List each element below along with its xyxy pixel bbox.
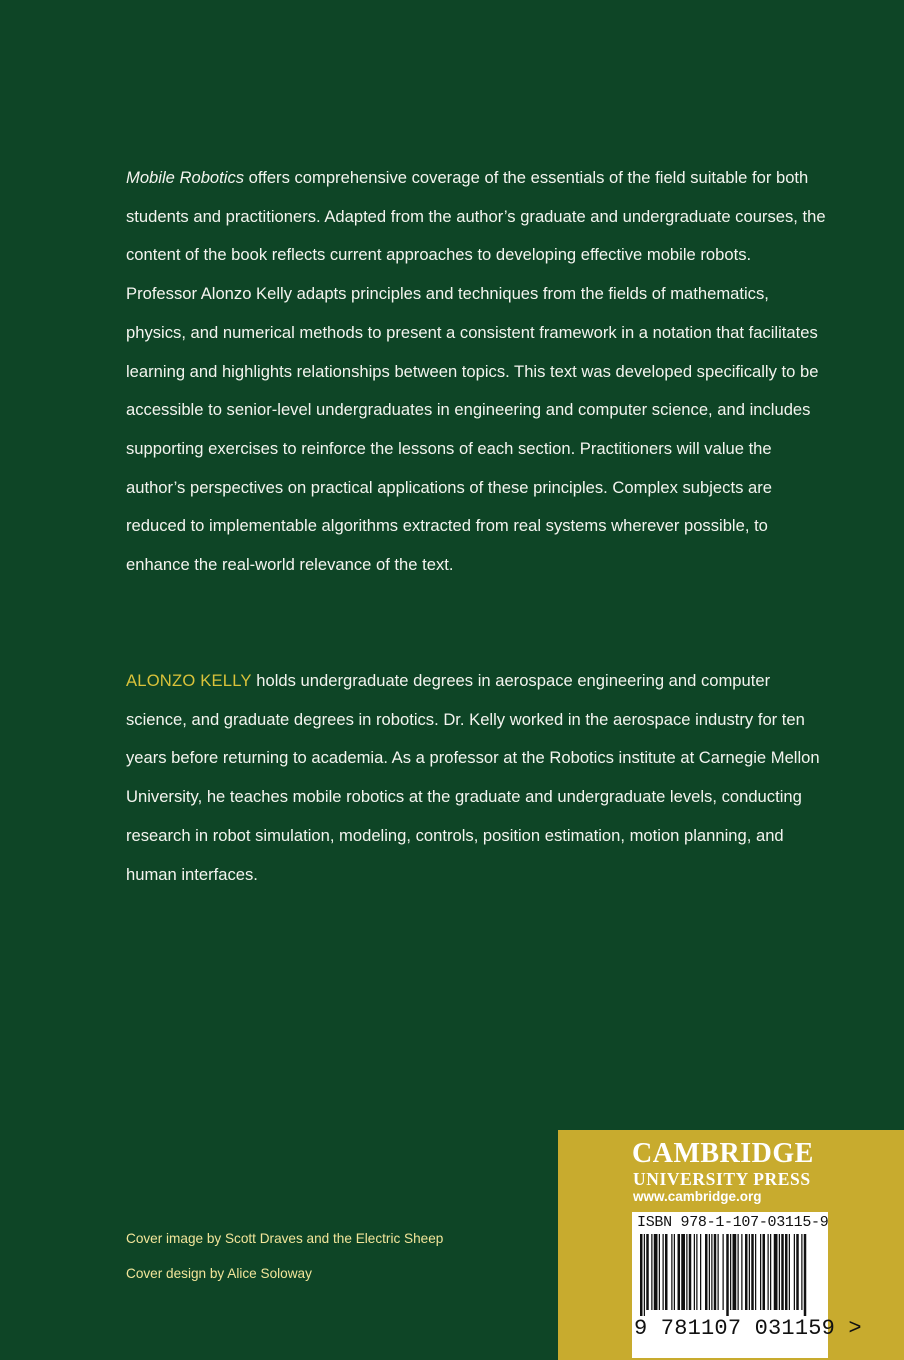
- book-description: [126, 159, 826, 585]
- author-bio: [126, 662, 826, 894]
- cover-image-credit: Cover image by Scott Draves and the Electric Sheep: [126, 1231, 444, 1246]
- publisher-panel: [558, 1130, 904, 1360]
- author-bio-text: holds undergraduate degrees in aerospace engineering and computer science, and graduate degrees in robotics. Dr. Kelly worked in the aerospace industry for ten years before returning to academia. As a professor at the Robotics institute at Carnegie Mellon University, he teaches mobile robotics at the graduate and undergraduate levels, conducting research in robot simulation, modeling, controls, position estimation, motion planning, and human interfaces.: [126, 671, 820, 884]
- author-name: ALONZO KELLY: [126, 671, 252, 690]
- cover-design-credit: Cover design by Alice Soloway: [126, 1266, 312, 1281]
- cover-credits: [126, 1221, 443, 1291]
- barcode-icon: [636, 1234, 824, 1316]
- barcode-digits: 9 781107 031159 >: [634, 1316, 862, 1341]
- book-title-italic: Mobile Robotics: [126, 168, 245, 187]
- publisher-url: www.cambridge.org: [633, 1189, 762, 1204]
- publisher-subtitle: UNIVERSITY PRESS: [633, 1169, 811, 1189]
- barcode-panel: [632, 1212, 862, 1358]
- book-description-text: offers comprehensive coverage of the essentials of the field suitable for both students and practitioners. Adapted from the author’s graduate and undergraduate courses, the content of the book reflects current approaches to developing effective mobile robots. Professor Alonzo Kelly adapts principles and techniques from the fields of mathematics, physics, and numerical methods to present a consistent framework in a notation that facilitates learning and highlights relationships between topics. This text was developed specifically to be accessible to senior-level undergraduates in engineering and computer science, and includes supporting exercises to reinforce the lessons of each section. Practitioners will value the author’s perspectives on practical applications of these principles. Complex subjects are reduced to implementable algorithms extracted from real systems wherever possible, to enhance the real-world relevance of the text.: [126, 168, 826, 575]
- isbn-label: ISBN 978-1-107-03115-9: [637, 1214, 829, 1231]
- publisher-name: CAMBRIDGE: [632, 1138, 814, 1169]
